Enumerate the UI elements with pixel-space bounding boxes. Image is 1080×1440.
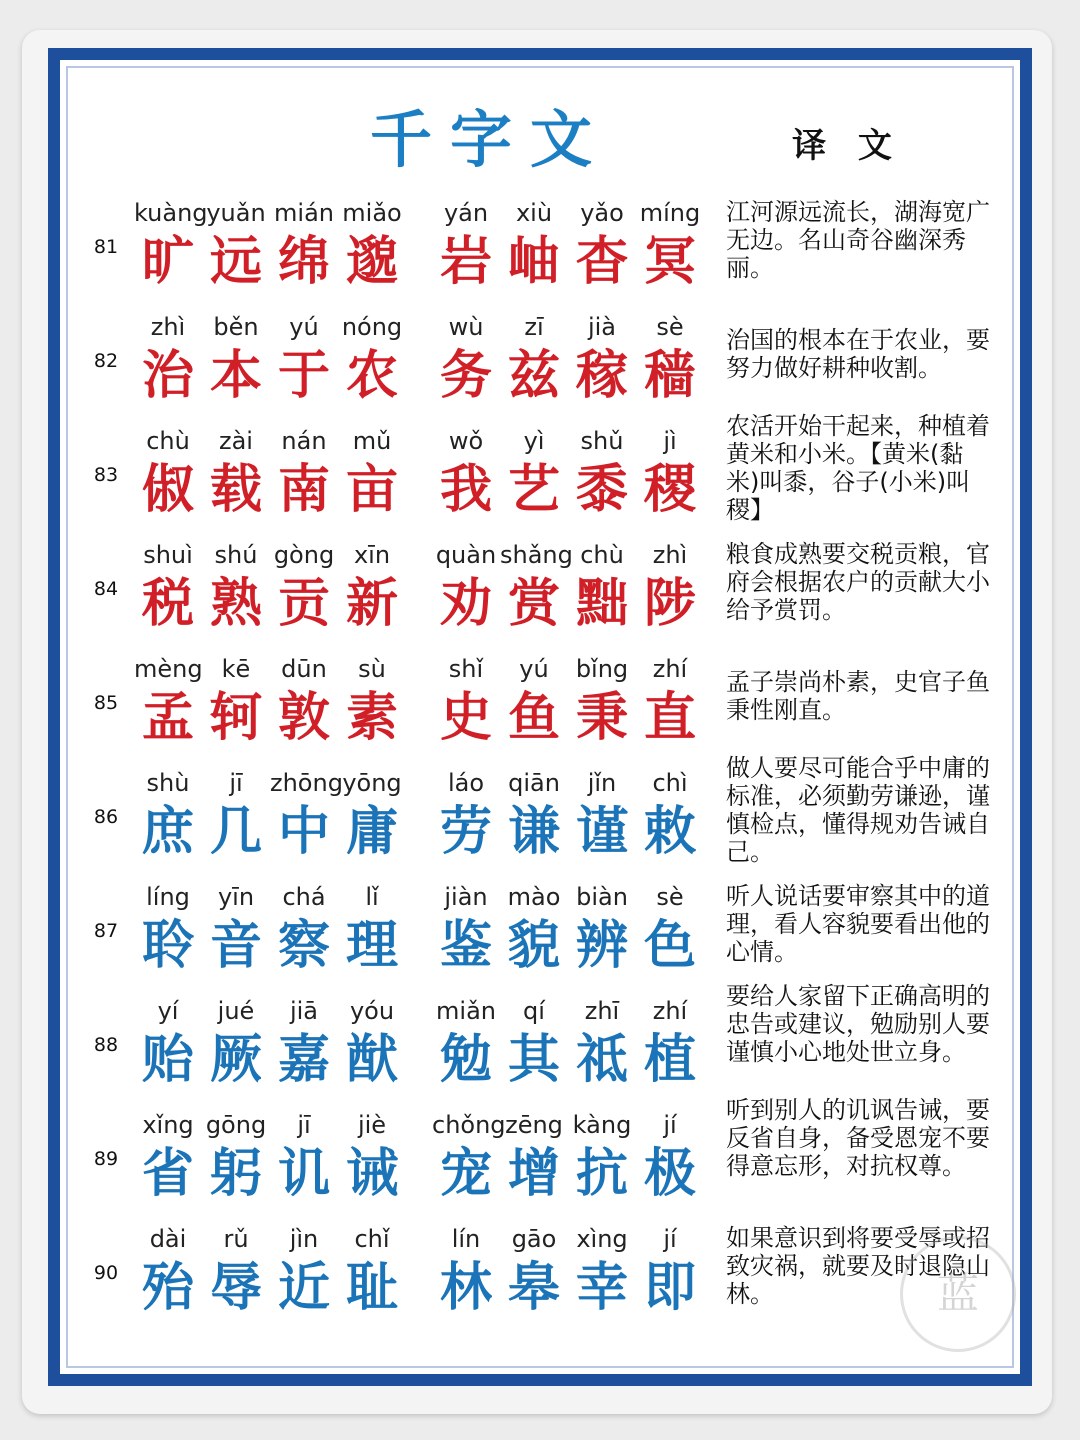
pinyin: biàn (576, 883, 628, 911)
hanzi: 轲 (209, 687, 262, 748)
char-cell (500, 304, 568, 418)
hanzi: 稷 (643, 459, 696, 520)
char-cell (202, 304, 270, 418)
translation-text: 如果意识到将要受辱或招致灾祸，就要及时退隐山林。 (726, 1224, 990, 1308)
hanzi: 省 (141, 1143, 194, 1204)
pinyin: jī (229, 769, 243, 797)
pinyin: yóu (349, 997, 395, 1025)
row-number: 87 (93, 920, 119, 942)
hanzi: 鱼 (507, 687, 560, 748)
hanzi: 旷 (141, 231, 194, 292)
pinyin: miǎn (436, 997, 496, 1025)
char-cell (134, 760, 202, 874)
char-cell (568, 304, 636, 418)
verse-second-half (432, 646, 702, 760)
char-cell (568, 418, 636, 532)
char-cell (636, 190, 704, 304)
pinyin: gōng (205, 1111, 267, 1139)
translation-text: 治国的根本在于农业，要努力做好耕种收割。 (726, 326, 990, 382)
pinyin: jí (663, 1225, 677, 1253)
hanzi: 岩 (439, 231, 492, 292)
row-number: 86 (93, 806, 119, 828)
verse-second-half (432, 1216, 702, 1330)
char-cell (134, 418, 202, 532)
verse-second-half (432, 532, 702, 646)
pinyin: zhōng (270, 769, 343, 797)
pinyin: zhí (652, 997, 688, 1025)
char-cell (270, 418, 338, 532)
pinyin: zhì (652, 541, 688, 569)
char-cell (568, 190, 636, 304)
hanzi: 近 (277, 1257, 330, 1318)
pinyin: jiā (289, 997, 319, 1025)
hanzi: 黍 (575, 459, 628, 520)
hanzi: 皋 (507, 1257, 560, 1318)
hanzi: 贡 (277, 573, 330, 634)
pinyin: yí (157, 997, 179, 1025)
hanzi: 嘉 (277, 1029, 330, 1090)
char-cell (338, 418, 406, 532)
char-cell (338, 646, 406, 760)
verse-second-half (432, 1102, 702, 1216)
pinyin: shǔ (580, 427, 624, 455)
translation-text: 听到别人的讥讽告诫，要反省自身，备受恩宠不要得意忘形，对抗权尊。 (726, 1096, 990, 1180)
watermark-seal (900, 1236, 1016, 1352)
hanzi: 谨 (575, 801, 628, 862)
verse-first-half (134, 418, 404, 532)
pinyin: rǔ (223, 1225, 249, 1253)
hanzi: 绵 (277, 231, 330, 292)
hanzi: 劝 (439, 573, 492, 634)
verse-second-half (432, 988, 702, 1102)
char-cell (500, 646, 568, 760)
pinyin: jǐn (587, 769, 617, 797)
char-cell (202, 874, 270, 988)
verse-first-half (134, 1216, 404, 1330)
char-cell (202, 760, 270, 874)
pinyin: miǎo (342, 199, 402, 227)
translation-text: 孟子崇尚朴素，史官子鱼秉性刚直。 (726, 668, 990, 724)
pinyin: yǎo (580, 199, 624, 227)
pinyin: jí (663, 1111, 677, 1139)
hanzi: 我 (439, 459, 492, 520)
char-cell (636, 646, 704, 760)
verse-second-half (432, 304, 702, 418)
hanzi: 陟 (643, 573, 696, 634)
hanzi: 熟 (209, 573, 262, 634)
pinyin: quàn (435, 541, 497, 569)
pinyin: mào (507, 883, 561, 911)
char-cell (202, 646, 270, 760)
char-cell (270, 988, 338, 1102)
verse-first-half (134, 760, 404, 874)
hanzi: 抗 (575, 1143, 628, 1204)
hanzi: 色 (643, 915, 696, 976)
char-cell (270, 532, 338, 646)
char-cell (134, 190, 208, 304)
hanzi: 穑 (643, 345, 696, 406)
pinyin: yīn (217, 883, 255, 911)
pinyin: jué (217, 997, 255, 1025)
hanzi: 敕 (643, 801, 696, 862)
page-title: 千字文 (369, 103, 610, 176)
hanzi: 治 (141, 345, 194, 406)
char-cell (568, 532, 636, 646)
char-cell (270, 874, 338, 988)
hanzi: 远 (209, 231, 262, 292)
row-number: 81 (93, 236, 119, 258)
hanzi: 谦 (507, 801, 560, 862)
char-cell (202, 1216, 270, 1330)
hanzi: 几 (209, 801, 262, 862)
pinyin: zhí (652, 655, 688, 683)
char-cell (134, 304, 202, 418)
hanzi: 素 (345, 687, 398, 748)
pinyin: yuǎn (206, 199, 266, 227)
hanzi: 岫 (507, 231, 560, 292)
hanzi: 貌 (507, 915, 560, 976)
pinyin: shǎng (500, 541, 573, 569)
hanzi: 庸 (345, 801, 398, 862)
char-cell (636, 1102, 704, 1216)
hanzi: 南 (277, 459, 330, 520)
translation-text: 做人要尽可能合乎中庸的标准，必须勤劳谦逊，谨慎检点，懂得规劝告诫自己。 (726, 754, 990, 866)
pinyin: jì (663, 427, 677, 455)
pinyin: chì (652, 769, 688, 797)
char-cell (202, 418, 270, 532)
pinyin: nóng (341, 313, 403, 341)
translation-text: 听人说话要审察其中的道理，看人容貌要看出他的心情。 (726, 882, 990, 966)
hanzi: 载 (209, 459, 262, 520)
char-cell (432, 988, 500, 1102)
hanzi: 察 (277, 915, 330, 976)
char-cell (636, 532, 704, 646)
char-cell (432, 760, 500, 874)
char-cell (338, 874, 406, 988)
hanzi: 宠 (439, 1143, 492, 1204)
char-cell (134, 1102, 202, 1216)
pinyin: yú (289, 313, 319, 341)
char-cell (432, 874, 500, 988)
pinyin: mǔ (352, 427, 392, 455)
char-cell (134, 646, 202, 760)
char-cell (270, 304, 338, 418)
verse-second-half (432, 874, 702, 988)
verse-second-half (432, 760, 702, 874)
hanzi: 辨 (575, 915, 628, 976)
char-cell (636, 874, 704, 988)
translation-text: 要给人家留下正确高明的忠告或建议，勉励别人要谨慎小心地处世立身。 (726, 982, 990, 1066)
char-cell (134, 532, 202, 646)
hanzi: 直 (643, 687, 696, 748)
pinyin: sù (358, 655, 386, 683)
hanzi: 秉 (575, 687, 628, 748)
hanzi: 杳 (575, 231, 628, 292)
pinyin: láo (447, 769, 485, 797)
verse-first-half (134, 988, 404, 1102)
char-cell (568, 646, 636, 760)
pinyin: xìng (576, 1225, 628, 1253)
pinyin: yōng (342, 769, 402, 797)
pinyin: jià (587, 313, 617, 341)
row-number: 82 (93, 350, 119, 372)
verse-first-half (134, 874, 404, 988)
hanzi: 其 (507, 1029, 560, 1090)
char-cell (134, 988, 202, 1102)
verse-first-half (134, 646, 404, 760)
pinyin: dài (149, 1225, 187, 1253)
verse-first-half (134, 532, 404, 646)
char-cell (202, 532, 270, 646)
pinyin: shù (146, 769, 190, 797)
pinyin: jiàn (444, 883, 488, 911)
char-cell (432, 1216, 500, 1330)
pinyin: kē (221, 655, 251, 683)
hanzi: 本 (209, 345, 262, 406)
pinyin: yì (523, 427, 545, 455)
hanzi: 中 (277, 801, 330, 862)
char-cell (500, 190, 568, 304)
verse-first-half (134, 1102, 404, 1216)
pinyin: qiān (508, 769, 560, 797)
hanzi: 极 (643, 1143, 696, 1204)
hanzi: 植 (643, 1029, 696, 1090)
char-cell (432, 532, 500, 646)
watermark-text: 蓝 (936, 1269, 979, 1318)
char-cell (270, 1102, 338, 1216)
pinyin: yán (443, 199, 489, 227)
char-cell (432, 304, 500, 418)
hanzi: 祗 (575, 1029, 628, 1090)
hanzi: 耻 (345, 1257, 398, 1318)
char-cell (568, 1102, 636, 1216)
char-cell (134, 1216, 202, 1330)
pinyin: bǐng (575, 655, 629, 683)
hanzi: 勉 (439, 1029, 492, 1090)
pinyin: shuì (143, 541, 193, 569)
char-cell (270, 646, 338, 760)
translation-text: 江河源远流长，湖海宽广无边。名山奇谷幽深秀丽。 (726, 198, 990, 282)
char-cell (432, 190, 500, 304)
hanzi: 务 (439, 345, 492, 406)
row-number: 88 (93, 1034, 119, 1056)
row-number: 89 (93, 1148, 119, 1170)
hanzi: 即 (643, 1257, 696, 1318)
char-cell (270, 1216, 338, 1330)
hanzi: 厥 (209, 1029, 262, 1090)
pinyin: gòng (273, 541, 335, 569)
char-cell (338, 1216, 406, 1330)
hanzi: 冥 (643, 231, 696, 292)
pinyin: shú (214, 541, 258, 569)
char-cell (338, 988, 406, 1102)
hanzi: 鉴 (439, 915, 492, 976)
translation-header: 译 文 (792, 126, 902, 166)
pinyin: xǐng (142, 1111, 194, 1139)
pinyin: kuàng (134, 199, 208, 227)
hanzi: 猷 (345, 1029, 398, 1090)
char-cell (270, 190, 338, 304)
translation-text: 粮食成熟要交税贡粮，官府会根据农户的贡献大小给予赏罚。 (726, 540, 990, 624)
pinyin: kàng (572, 1111, 632, 1139)
pinyin: zhī (584, 997, 620, 1025)
char-cell (636, 304, 704, 418)
pinyin: chù (580, 541, 624, 569)
pinyin: sè (656, 883, 684, 911)
pinyin: jī (297, 1111, 311, 1139)
hanzi: 农 (345, 345, 398, 406)
pinyin: zhì (150, 313, 186, 341)
hanzi: 增 (507, 1143, 560, 1204)
char-cell (338, 1102, 406, 1216)
row-number: 83 (93, 464, 119, 486)
char-cell (202, 1102, 270, 1216)
verse-second-half (432, 418, 702, 532)
row-number: 84 (93, 578, 119, 600)
hanzi: 劳 (439, 801, 492, 862)
hanzi: 史 (439, 687, 492, 748)
char-cell (338, 304, 406, 418)
pinyin: míng (639, 199, 701, 227)
pinyin: zī (524, 313, 544, 341)
pinyin: zēng (505, 1111, 563, 1139)
hanzi: 殆 (141, 1257, 194, 1318)
verse-first-half (134, 190, 404, 304)
char-cell (202, 988, 270, 1102)
pinyin: nán (281, 427, 327, 455)
char-cell (270, 760, 343, 874)
pinyin: mián (274, 199, 334, 227)
hanzi: 俶 (141, 459, 194, 520)
hanzi: 新 (345, 573, 398, 634)
char-cell (500, 874, 568, 988)
pinyin: běn (213, 313, 259, 341)
char-cell (500, 988, 568, 1102)
pinyin: dūn (281, 655, 327, 683)
hanzi: 稼 (575, 345, 628, 406)
hanzi: 躬 (209, 1143, 262, 1204)
hanzi: 税 (141, 573, 194, 634)
verse-second-half (432, 190, 702, 304)
pinyin: wù (448, 313, 484, 341)
pinyin: gāo (511, 1225, 557, 1253)
hanzi: 诫 (345, 1143, 398, 1204)
char-cell (636, 760, 704, 874)
char-cell (568, 988, 636, 1102)
hanzi: 艺 (507, 459, 560, 520)
hanzi: 庶 (141, 801, 194, 862)
char-cell (500, 418, 568, 532)
char-cell (432, 1102, 506, 1216)
pinyin: xiù (515, 199, 553, 227)
pinyin: shǐ (448, 655, 484, 683)
char-cell (134, 874, 202, 988)
pinyin: chǒng (432, 1111, 506, 1139)
hanzi: 林 (439, 1257, 492, 1318)
char-cell (500, 1216, 568, 1330)
hanzi: 兹 (507, 345, 560, 406)
char-cell (432, 646, 500, 760)
hanzi: 黜 (575, 573, 628, 634)
hanzi: 于 (277, 345, 330, 406)
pinyin: yú (519, 655, 549, 683)
pinyin: lǐ (365, 883, 379, 911)
verse-first-half (134, 304, 404, 418)
char-cell (202, 190, 270, 304)
pinyin: chá (282, 883, 326, 911)
translation-text: 农活开始干起来，种植着黄米和小米。【黄米(黏米)叫黍，谷子(小米)叫稷】 (726, 412, 990, 524)
hanzi: 贻 (141, 1029, 194, 1090)
pinyin: jìn (289, 1225, 319, 1253)
hanzi: 理 (345, 915, 398, 976)
hanzi: 亩 (345, 459, 398, 520)
pinyin: líng (146, 883, 190, 911)
char-cell (432, 418, 500, 532)
char-cell (500, 532, 573, 646)
char-cell (568, 760, 636, 874)
pinyin: zài (219, 427, 253, 455)
char-cell (338, 532, 406, 646)
char-cell (500, 760, 568, 874)
pinyin: qí (523, 997, 545, 1025)
pinyin: sè (656, 313, 684, 341)
char-cell (500, 1102, 568, 1216)
char-cell (636, 988, 704, 1102)
pinyin: lín (451, 1225, 481, 1253)
pinyin: jiè (357, 1111, 387, 1139)
row-number: 90 (93, 1262, 119, 1284)
pinyin: wǒ (448, 427, 484, 455)
row-number: 85 (93, 692, 119, 714)
pinyin: xīn (353, 541, 391, 569)
hanzi: 孟 (141, 687, 194, 748)
char-cell (338, 190, 406, 304)
pinyin: chù (146, 427, 190, 455)
pinyin: chǐ (354, 1225, 390, 1253)
pinyin: mèng (134, 655, 203, 683)
char-cell (338, 760, 406, 874)
char-cell (636, 418, 704, 532)
hanzi: 音 (209, 915, 262, 976)
char-cell (568, 1216, 636, 1330)
hanzi: 聆 (141, 915, 194, 976)
char-cell (568, 874, 636, 988)
hanzi: 赏 (507, 573, 560, 634)
hanzi: 讥 (277, 1143, 330, 1204)
char-cell (636, 1216, 704, 1330)
hanzi: 幸 (575, 1257, 628, 1318)
hanzi: 敦 (277, 687, 330, 748)
hanzi: 辱 (209, 1257, 262, 1318)
hanzi: 邈 (345, 231, 398, 292)
